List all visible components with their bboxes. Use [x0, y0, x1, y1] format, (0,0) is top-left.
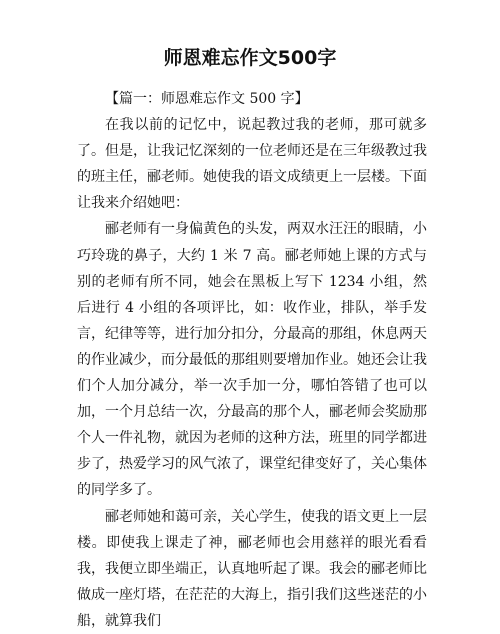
paragraph-description: 郦老师有一身偏黄色的头发，两双水汪汪的眼睛，小巧玲珑的鼻子，大约 1 米 7 高。郦老师她上课的方式与别的老师有所不同，她会在黑板上写下 1234 小组，然后进行 4 小组的各项评比，如：收作业，排队，举手发言，纪律等等，进行加分扣分，分最高的那组，休息两天的作业减少，而分最低的那组则要增加作业。她还会让我们个人加分减分，举一次手加一分，哪怕答错了也可以加，一个月总结一次，分最高的那个人，郦老师会奖励那个人一件礼物，就因为老师的这种方法，班里的同学都进步了，热爱学习的风气浓了，课堂纪律变好了，关心集体的同学多了。	[77, 221, 427, 499]
paragraph-kindness: 郦老师她和蔼可亲，关心学生，使我的语文更上一层楼。即使我上课走了神，郦老师也会用慈祥的眼光看看我，我便立即坐端正，认真地听起了课。我会的郦老师比做成一座灯塔，在茫茫的大海上，指引我们这些迷茫的小船，就算我们	[77, 508, 427, 629]
paragraph-intro: 在我以前的记忆中，说起教过我的老师，那可就多了。但是，让我记忆深刻的一位老师还是在三年级教过我的班主任，郦老师。她使我的语文成绩更上一层楼。下面让我来介绍她吧：	[77, 117, 427, 212]
document-body	[77, 86, 427, 634]
document-title: 师恩难忘作文500字	[163, 47, 337, 69]
section-heading: 【篇一：师恩难忘作文 500 字】	[105, 91, 309, 107]
